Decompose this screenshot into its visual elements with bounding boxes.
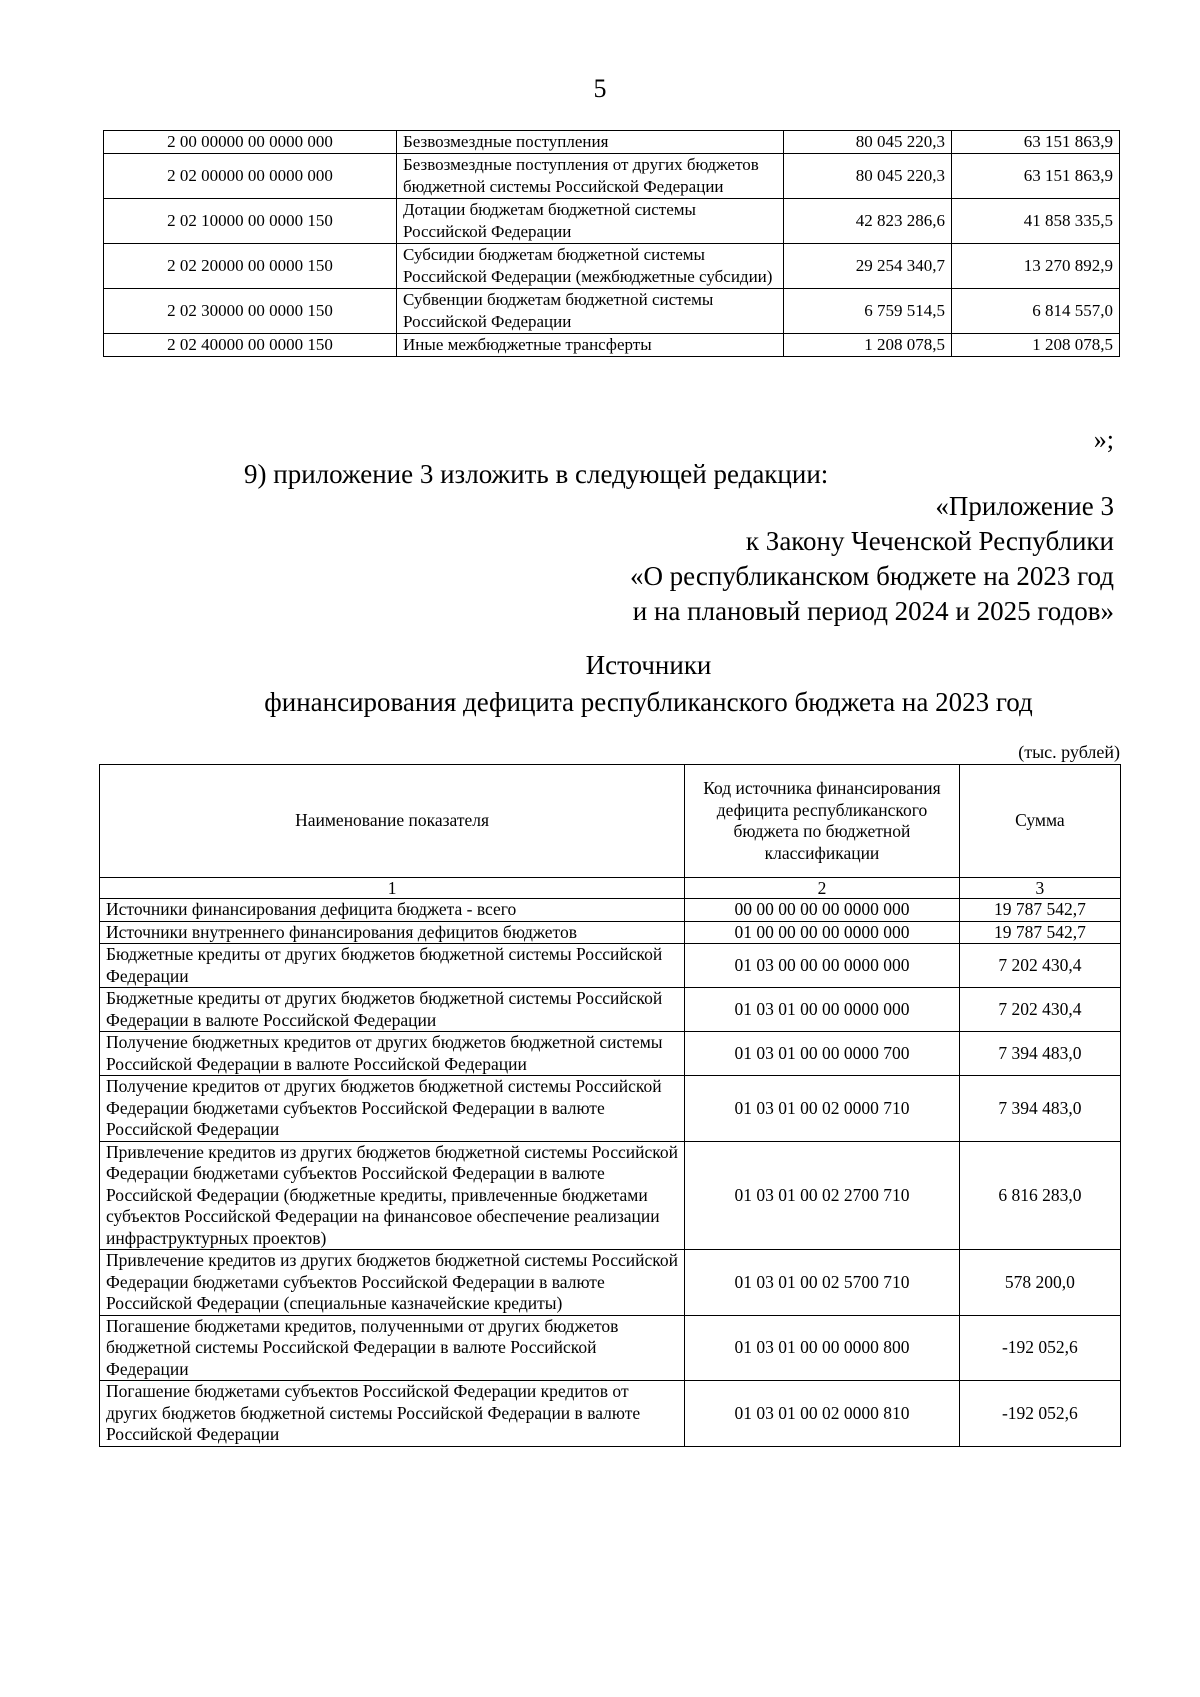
row-code: 2 02 00000 00 0000 000: [104, 154, 397, 199]
column-number: 2: [685, 878, 960, 899]
row-code: 01 03 01 00 02 0000 710: [685, 1076, 960, 1142]
row-name: Погашение бюджетами кредитов, полученными от других бюджетов бюджетной системы Российской Федерации в валюте Российской Федерации: [100, 1315, 685, 1381]
row-name: Получение бюджетных кредитов от других бюджетов бюджетной системы Российской Федерации в валюте Российской Федерации: [100, 1032, 685, 1076]
table-row: [100, 1381, 1121, 1447]
header-name: Наименование показателя: [100, 765, 685, 878]
row-value-2024: 1 208 078,5: [951, 334, 1119, 357]
row-code: 00 00 00 00 00 0000 000: [685, 899, 960, 922]
financing-sources-table: [99, 764, 1121, 1447]
row-name: Субвенции бюджетам бюджетной системы Российской Федерации: [397, 289, 784, 334]
row-sum: 6 816 283,0: [959, 1141, 1120, 1250]
table-row: [100, 988, 1121, 1032]
row-sum: 7 202 430,4: [959, 988, 1120, 1032]
row-code: 01 03 01 00 02 0000 810: [685, 1381, 960, 1447]
appendix-line: и на плановый период 2024 и 2025 годов»: [632, 596, 1114, 626]
table-row: [100, 1315, 1121, 1381]
row-name: Источники внутреннего финансирования дефицитов бюджетов: [100, 921, 685, 944]
column-number: 1: [100, 878, 685, 899]
row-sum: 19 787 542,7: [959, 921, 1120, 944]
row-name: Иные межбюджетные трансферты: [397, 334, 784, 357]
table-row: [100, 899, 1121, 922]
row-sum: -192 052,6: [959, 1315, 1120, 1381]
closing-quote: »;: [1093, 425, 1114, 454]
row-code: 01 03 01 00 00 0000 000: [685, 988, 960, 1032]
row-name: Бюджетные кредиты от других бюджетов бюджетной системы Российской Федерации в валюте Российской Федерации: [100, 988, 685, 1032]
row-sum: 7 202 430,4: [959, 944, 1120, 988]
table-row: [104, 334, 1120, 357]
table-row: [100, 1141, 1121, 1250]
row-sum: -192 052,6: [959, 1381, 1120, 1447]
row-name: Дотации бюджетам бюджетной системы Российской Федерации: [397, 199, 784, 244]
table-header-row: [100, 765, 1121, 878]
row-name: Безвозмездные поступления: [397, 131, 784, 154]
row-name: Привлечение кредитов из других бюджетов бюджетной системы Российской Федерации бюджетами субъектов Российской Федерации в валюте Российской Федерации (бюджетные кредиты, привлеченные бюджетами субъектов Российской Федерации на финансовое обеспечение реализации инфраструктурных проектов): [100, 1141, 685, 1250]
table-row: [104, 244, 1120, 289]
row-code: 2 02 30000 00 0000 150: [104, 289, 397, 334]
revenue-table: [103, 130, 1120, 357]
table-row: [100, 921, 1121, 944]
row-sum: 7 394 483,0: [959, 1032, 1120, 1076]
row-value-2024: 63 151 863,9: [951, 154, 1119, 199]
row-code: 2 02 10000 00 0000 150: [104, 199, 397, 244]
row-code: 2 02 40000 00 0000 150: [104, 334, 397, 357]
title-line: Источники: [585, 650, 712, 680]
row-name: Источники финансирования дефицита бюджета - всего: [100, 899, 685, 922]
header-code: Код источника финансирования дефицита республиканского бюджета по бюджетной классификации: [685, 765, 960, 878]
table-row: [104, 131, 1120, 154]
table-row: [104, 199, 1120, 244]
table-row: [100, 1250, 1121, 1316]
section-title: [0, 647, 1200, 721]
row-sum: 7 394 483,0: [959, 1076, 1120, 1142]
row-name: Привлечение кредитов из других бюджетов бюджетной системы Российской Федерации бюджетами субъектов Российской Федерации в валюте Российской Федерации (специальные казначейские кредиты): [100, 1250, 685, 1316]
column-numbers-row: [100, 878, 1121, 899]
item-9-text: 9) приложение 3 изложить в следующей редакции:: [244, 459, 829, 489]
appendix-line: «Приложение 3: [935, 491, 1114, 521]
row-code: 01 00 00 00 00 0000 000: [685, 921, 960, 944]
row-value-2023: 80 045 220,3: [783, 131, 951, 154]
row-value-2023: 6 759 514,5: [783, 289, 951, 334]
row-code: 2 00 00000 00 0000 000: [104, 131, 397, 154]
row-code: 01 03 01 00 00 0000 800: [685, 1315, 960, 1381]
table-row: [104, 289, 1120, 334]
row-value-2023: 80 045 220,3: [783, 154, 951, 199]
row-code: 01 03 01 00 02 2700 710: [685, 1141, 960, 1250]
row-code: 01 03 01 00 02 5700 710: [685, 1250, 960, 1316]
row-name: Получение кредитов от других бюджетов бюджетной системы Российской Федерации бюджетами субъектов Российской Федерации в валюте Российской Федерации: [100, 1076, 685, 1142]
row-code: 01 03 01 00 00 0000 700: [685, 1032, 960, 1076]
row-name: Бюджетные кредиты от других бюджетов бюджетной системы Российской Федерации: [100, 944, 685, 988]
row-value-2023: 42 823 286,6: [783, 199, 951, 244]
page-number: 5: [593, 74, 607, 103]
header-sum: Сумма: [959, 765, 1120, 878]
title-line: финансирования дефицита республиканского бюджета на 2023 год: [264, 687, 1033, 717]
table-row: [100, 1032, 1121, 1076]
row-code: 2 02 20000 00 0000 150: [104, 244, 397, 289]
row-value-2024: 6 814 557,0: [951, 289, 1119, 334]
row-value-2024: 41 858 335,5: [951, 199, 1119, 244]
row-name: Погашение бюджетами субъектов Российской Федерации кредитов от других бюджетов бюджетной системы Российской Федерации в валюте Российской Федерации: [100, 1381, 685, 1447]
row-sum: 578 200,0: [959, 1250, 1120, 1316]
appendix-heading: [630, 489, 1114, 629]
table-row: [104, 154, 1120, 199]
row-sum: 19 787 542,7: [959, 899, 1120, 922]
appendix-line: к Закону Чеченской Республики: [745, 526, 1114, 556]
row-value-2024: 13 270 892,9: [951, 244, 1119, 289]
table-row: [100, 944, 1121, 988]
row-name: Субсидии бюджетам бюджетной системы Российской Федерации (межбюджетные субсидии): [397, 244, 784, 289]
row-name: Безвозмездные поступления от других бюджетов бюджетной системы Российской Федерации: [397, 154, 784, 199]
row-value-2023: 1 208 078,5: [783, 334, 951, 357]
table-row: [100, 1076, 1121, 1142]
units-label: (тыс. рублей): [1018, 742, 1120, 762]
column-number: 3: [959, 878, 1120, 899]
row-code: 01 03 00 00 00 0000 000: [685, 944, 960, 988]
appendix-line: «О республиканском бюджете на 2023 год: [629, 561, 1114, 591]
row-value-2023: 29 254 340,7: [783, 244, 951, 289]
row-value-2024: 63 151 863,9: [951, 131, 1119, 154]
